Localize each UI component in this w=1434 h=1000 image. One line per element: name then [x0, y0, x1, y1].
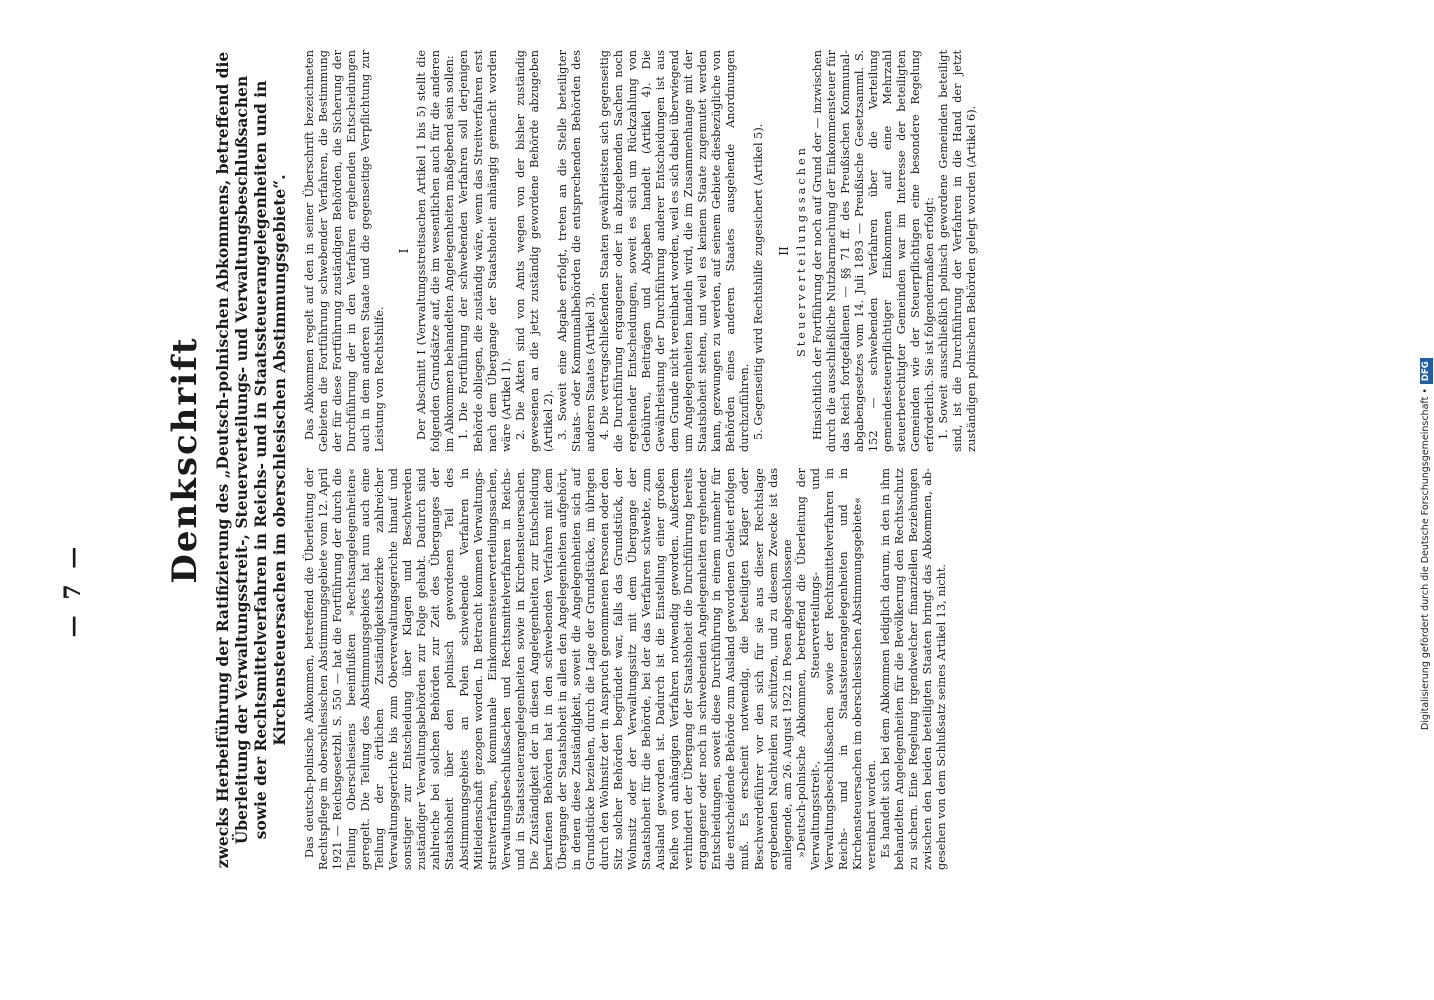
paragraph: Das Abkommen regelt auf den in seiner Überschrift bezeichneten Gebieten die Fortführung schwebender Verfahren, die Bestimmung der für diese Fortführung zuständigen Behörden, die Sicherung der Durchführung der in den Verfahren ergehenden Entscheidungen auch in dem anderen Staate und die gegenseitige Verpflichtung zur Leistung von Rechtshilfe.	[303, 50, 387, 452]
paragraph: Hinsichtlich der Fortführung der noch auf Grund der — inzwischen durch die ausschließliche Nutzbarmachung der Einkommensteuer für das Reich fortgefallenen — §§ 71 ff. des Preußischen Kommunalabgabengesetzes vom 14. Juli 1893 — Preußische Gesetzsamml. S. 152 — schwebenden Verfahren über die Verteilung gemeindesteuerpflichtiger Einkommen auf eine Mehrzahl steuerberechtigter Gemeinden war im Interesse der beteiligten Gemeinden wie der Steuerpflichtigen eine besondere Regelung erforderlich. Sie ist folgendermaßen erfolgt:	[810, 50, 936, 452]
document-title: Denkschrift	[165, 336, 205, 584]
page-number: — 7 —	[60, 542, 86, 638]
text-columns	[303, 50, 979, 870]
paragraph: vereinbart worden.	[864, 759, 878, 870]
left-column	[303, 468, 979, 870]
section-number: I	[397, 248, 412, 254]
paragraph: Das deutsch-polnische Abkommen, betreffend die Überleitung der Rechtspflege im oberschlesischen Abstimmungsgebiete vom 12. April 1921 — Reichsgesetzbl. S. 550 — hat die Fortführung der durch die Teilung Oberschlesiens beeinflußten »Rechtsangelegenheiten« geregelt. Die Teilung des Abstimmungsgebiets hat nun auch eine Teilung der örtlichen Zuständigkeitsbezirke zahlreicher Verwaltungsgerichte bis zum Oberverwaltungsgerichte hinauf und sonstiger zur Entscheidung über Klagen und Beschwerden zuständiger Verwaltungsbehörden zur Folge gehabt. Dadurch sind zahlreiche bei solchen Behörden zur Zeit des Überganges der Staatshoheit über den polnisch gewordenen Teil des Abstimmungsgebiets an Polen schwebende Verfahren in Mitleidenschaft gezogen worden. In Betracht kommen Verwaltungsstreitverfahren, kommunale Einkommensteuerverteilungssachen, Verwaltungsbeschlußsachen und Rechtsmittelverfahren in Reichs- und in Staatssteuerangelegenheiten sowie in Kirchensteuersachen. Die Zuständigkeit der in diesen Angelegenheiten zur Entscheidung berufenen Behörden hat in den schwebenden Verfahren mit dem Übergange der Staatshoheit in allen den Angelegenheiten aufgehört, in denen diese Zuständigkeit, soweit die Angelegenheiten sich auf Grundstücke beziehen, durch die Lage der Grundstücke, im übrigen durch den Wohnsitz der in Anspruch genommenen Personen oder den Sitz solcher Behörden begründet war, falls das Grundstück, der Wohnsitz oder der Verwaltungssitz mit dem Übergange der Staatshoheit für die Behörde, bei der das Verfahren schwebte, zum Ausland geworden ist. Dadurch ist die Einstellung einer großen Reihe von anhängigen Verfahren notwendig geworden. Außerdem verhindert der Übergang der Staatshoheit die Durchführung bereits ergangener oder noch in schwebenden Angelegenheiten ergehender Entscheidungen, soweit diese Durchführung in einem nunmehr für die entscheidende Behörde zum Ausland gewordenen Gebiet erfolgen muß. Es erscheint notwendig, die beteiligten Kläger oder Beschwerdeführer vor den sich für sie aus dieser Rechtslage ergebenden Nachteilen zu schützen, und zu diesem Zwecke ist das anliegende, am 26. August 1922 in Posen abgeschlossene	[303, 468, 794, 870]
dfg-logo-badge: DFG	[1420, 358, 1433, 384]
paragraph: Der Abschnitt I (Verwaltungsstreitsachen Artikel 1 bis 5) stellt die folgenden Grundsätze auf, die im wesentlichen auch für die anderen im Abkommen behandelten Angelegenheiten maßgebend sein sollen:	[415, 50, 457, 452]
list-item: 5. Gegenseitig wird Rechtshilfe zugesichert (Artikel 5).	[752, 123, 766, 440]
section-number: II	[776, 246, 791, 256]
digitization-credit	[1417, 10, 1434, 730]
credit-text: Digitalisierung gefördert durch die Deutsche Forschungsgemeinschaft •	[1420, 388, 1431, 730]
paragraph: Es handelt sich bei dem Abkommen lediglich darum, in den in ihm behandelten Angelegenheiten für die Bevölkerung den Rechtsschutz zu sichern. Eine Regelung irgendwelcher finanziellen Beziehungen zwischen den beiden beteiligten Staaten bringt das Abkommen, abgesehen von dem Schlußsatz seines Artikel 13, nicht.	[878, 468, 949, 870]
document-body	[165, 50, 979, 870]
list-item: 2. Die Akten sind von Amts wegen von der bisher zuständig gewesenen an die jetzt zuständig gewordene Behörde abzugeben (Artikel 2).	[513, 50, 555, 452]
list-item: 1. Soweit ausschließlich polnisch gewordene Gemeinden beteiligt sind, ist die Durchführung der Verfahren in die Hand der jetzt zuständigen polnischen Behörden gelegt worden (Artikel 6).	[937, 50, 979, 452]
right-column	[303, 50, 979, 452]
document-subtitle: zwecks Herbeiführung der Ratifizierung des „Deutsch-polnischen Abkommens, betreffend die Überleitung der Verwaltungsstreit-, Steuerverteilungs- und Verwaltungsbeschlußsachen sowie der Rechtsmittelverfahren in Reichs- und in Staatssteuerangelegenheiten und in Kirchensteuersachen im oberschlesischen Abstimmungsgebiete“.	[213, 51, 289, 869]
list-item: 4. Die vertragschließenden Staaten gewährleisten sich gegenseitig die Durchführung ergangener oder in abzugebenden Sachen noch ergehender Entscheidungen, soweit es sich um Rückzahlung von Gebühren, Beiträgen und Abgaben handelt (Artikel 4). Die Gewährleistung der Durchführung anderer Entscheidungen ist aus dem Grunde nicht vereinbart worden, weil es sich dabei überwiegend um Angelegenheiten handeln wird, die im Zusammenhange mit der Staatshoheit stehen, und weil es keinem Staate zugemutet werden kann, gezwungen zu werden, auf seinem Gebiete diesbezügliche von Behörden eines anderen Staates ausgehende Anordnungen durchzuführen.	[597, 50, 752, 452]
section-heading: Steuerverteilungssachen	[794, 145, 808, 357]
list-item: 3. Soweit eine Abgabe erfolgt, treten an die Stelle beteiligter Staats- oder Kommunalbehörden die entsprechenden Behörden des anderen Staates (Artikel 3).	[555, 50, 597, 452]
list-item: 1. Die Fortführung der schwebenden Verfahren soll derjenigen Behörde obliegen, die zuständig wäre, wenn das Streitverfahren erst nach dem Übergange der Staatshoheit anhängig gemacht worden wäre (Artikel 1).	[457, 50, 513, 452]
quoted-agreement-title: »Deutsch-polnische Abkommen, betreffend die Überleitung der Verwaltungsstreit-, Steuerverteilungs- und Verwaltungsbeschlußsachen sowie der Rechtsmittelverfahren in Reichs- und in Staatssteuerangelegenheiten und in Kirchensteuersachen im oberschlesischen Abstimmungsgebiete«	[794, 468, 864, 870]
